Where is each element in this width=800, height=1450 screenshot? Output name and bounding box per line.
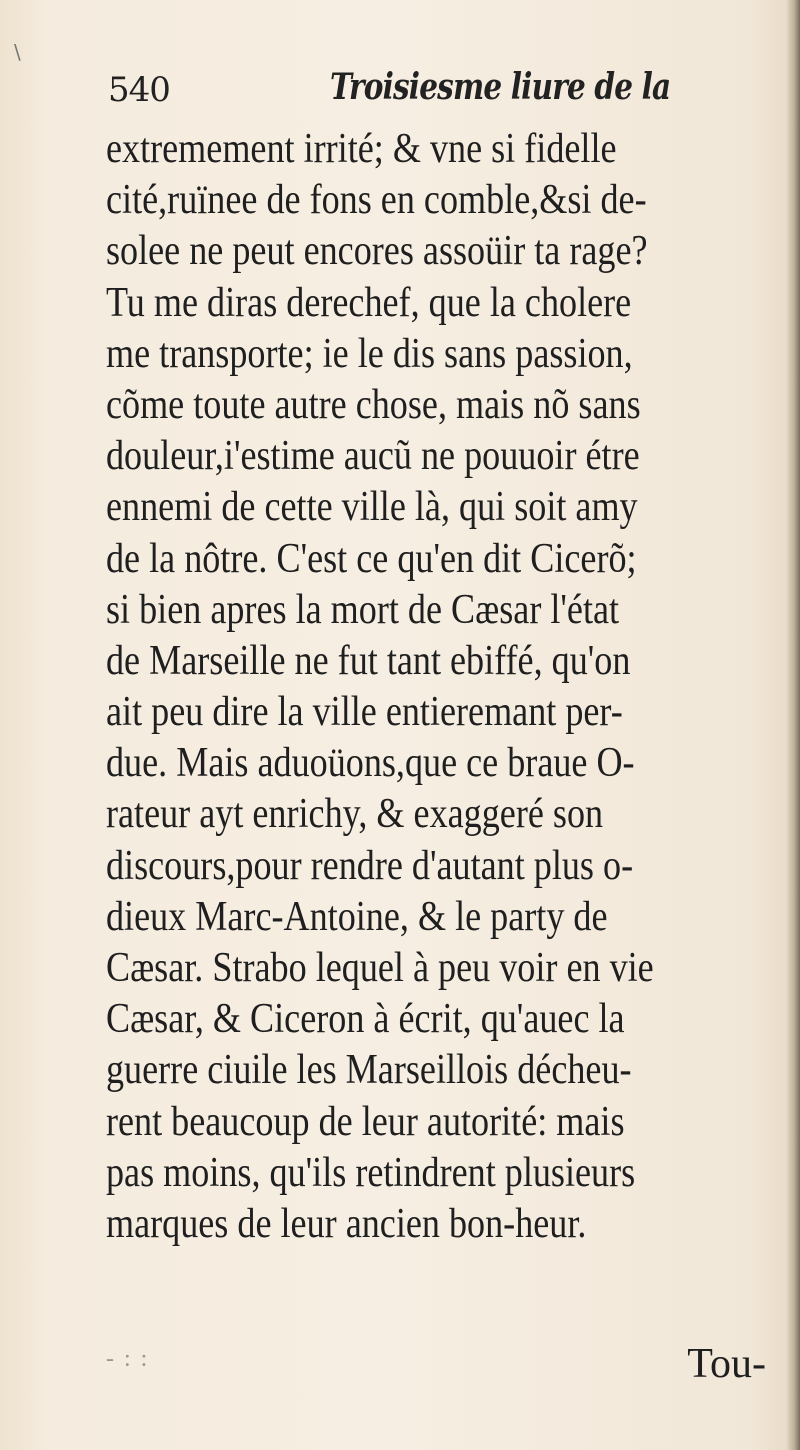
- text-line: rateur ayt enrichy, & exaggeré son: [106, 791, 604, 838]
- text-line: cõme toute autre chose, mais nõ sans: [106, 381, 641, 428]
- text-line: douleur,i'estime aucũ ne pouuoir étre: [106, 433, 640, 480]
- text-line: ennemi de cette ville là, qui soit amy: [106, 484, 638, 531]
- text-line: dieux Marc-Antoine, & le party de: [106, 893, 608, 940]
- body-text: [106, 124, 786, 1250]
- text-line: solee ne peut encores assoüir ta rage?: [106, 228, 648, 275]
- text-line: due. Mais aduoüons,que ce braue O-: [106, 740, 635, 787]
- text-line: si bien apres la mort de Cæsar l'état: [106, 586, 620, 633]
- text-line: Cæsar. Strabo lequel à peu voir en vie: [106, 945, 654, 991]
- text-line: guerre ciuile les Marseillois décheu-: [106, 1047, 632, 1094]
- catchword: Tou-: [687, 1341, 766, 1387]
- text-line: discours,pour rendre d'autant plus o-: [106, 842, 634, 889]
- running-head: Troisiesme liure de la: [330, 66, 671, 108]
- page-edge-shadow: [786, 0, 800, 1450]
- text-line: de Marseille ne fut tant ebiffé, qu'on: [106, 637, 631, 684]
- text-line: cité,ruïnee de fons en comble,&si de-: [106, 177, 647, 224]
- page-number: 540: [108, 70, 170, 110]
- text-line: Tu me diras derechef, que la cholere: [106, 279, 632, 326]
- text-line: pas moins, qu'ils retindrent plusieurs: [106, 1149, 636, 1196]
- text-line: Cæsar, & Ciceron à écrit, qu'auec la: [106, 996, 625, 1043]
- text-line: ait peu dire la ville entieremant per-: [106, 689, 623, 736]
- signature-mark: - : :: [106, 1346, 150, 1372]
- text-line: extremement irrité; & vne si fidelle: [106, 126, 617, 172]
- paper-speck: \: [14, 40, 21, 64]
- text-line: de la nôtre. C'est ce qu'en dit Cicerõ;: [106, 535, 637, 582]
- page-footer: [106, 1340, 766, 1400]
- text-line: rent beaucoup de leur autorité: mais: [106, 1098, 625, 1145]
- text-line: marques de leur ancien bon-heur.: [106, 1200, 587, 1247]
- page-header: [108, 64, 708, 120]
- text-line: me transporte; ie le dis sans passion,: [106, 330, 633, 377]
